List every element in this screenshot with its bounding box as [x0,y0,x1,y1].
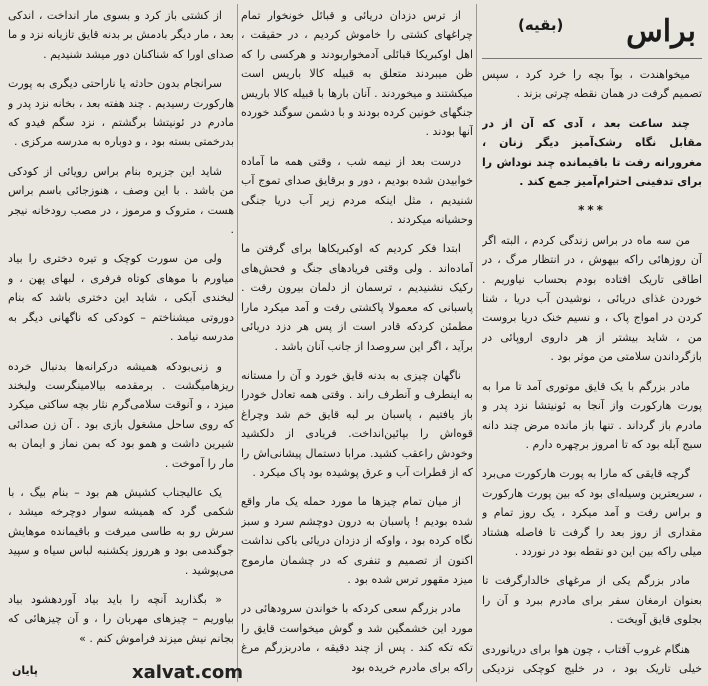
paragraph: شاید این جزیره بنام براس رویائی از کودکی من باشد . با این وصف ، هنوزجائی باسم براس هست ، متروک و مرموز ، در مصب رودخانه نیجر . [8,164,234,237]
section-divider: *** [578,203,606,218]
paragraph: و زنی‌بودکه همیشه درکرانه‌ها بدنبال خرده ریزهامیگشت . برمقدمه بیالامینگرست ولبخند میزد ، و آنوقت سلامی‌گرم نثار بچه ساکتی میکرد که روی ساحل مشغول بازی بود . آن زن صدائی شیرین داشت و همو بود که بمن نماز و ایمان به مار را آموخت . [8,359,234,470]
column-left [8,6,234,656]
paragraph: ناگهان چیزی به بدنه قایق خورد و آن را مستانه به اینطرف و آنطرف راند . وقتی همه تعادل خودرا باز یافتیم ، پاسبان بر لبه قایق خم شد وچراغ قوه‌اش را بپائین‌انداخت. فریادی از دلکشید وخودش راعقب کشید. مرابا دستمال پیشانی‌اش را که از قطرات آب و عرق پوشیده بود پاک میکرد . [241,368,473,479]
paragraph: از ترس دزدان دریائی و قبائل خونخوار تمام چراغهای کشتی را خاموش کردیم ، در حقیقت ، اهل اوکبریکا قبائلی آدمخواربودند و هرکسی را که ظن میبردند متعلق به قبیله کالا باریس است میکشتند و میخوردند . آنان بارها با قبیله کالا باریس جنگهای خونین کرده بودند و با دشمن سوگند خورده آنها بودند . [241,9,473,139]
paragraph: گرچه قایقی که مارا به پورت هارکورت می‌برد ، سریعترین وسیله‌ای بود که بین پورت هارکورت و براس رفت و آمد میکرد ، یک روز تمام و مقداری از روز بعد را گرفت تا فاصله هشتاد میلی راکه بین این دو نقطه بود در نوردد . [482,467,702,558]
article-subtitle: (بقیه) [518,16,564,34]
column-divider [237,4,238,682]
column-divider [476,4,477,682]
paragraph: از کشتی باز کرد و بسوی مار انداخت ، اندکی بعد ، مار دیگر بادمش بر بدنه قایق تازیانه نزد و ما صدای اورا که شناکنان دور میشد شنیدیم . [8,9,234,61]
paragraph: میخواهندت ، بوآ بچه را خرد کرد ، سپس تصمیم گرفت در همان نقطه چرتی بزند . [482,68,702,101]
column-middle [241,6,473,680]
paragraph: مادر بزرگم یکی از مرغهای خالدارگرفت تا بعنوان ارمغان سفر برای مادرم ببرد و آن را بجلوی قایق آویخت . [482,574,702,627]
paragraph: « بگذارید آنچه را باید بیاد آوردهشود بیاد بیاوریم – چیزهای مهربان را ، و آن چیزهائی که بجانم نیش میزند فراموش کنم . » [8,592,234,645]
paragraph: ابتدا فکر کردیم که اوکبریکاها برای گرفتن ما آماده‌اند . ولی وقتی فریادهای جنگ و فحش‌های رکیک نشنیدیم ، ترسمان از دلمان بیرون رفت . پاسبانی که معمولا پاکشتی رفت و آمد میکرد مارا مطمئن کردکه قادر است از پس هر دزد دریائی برآید ، اگر این سروصدا از جانب آنان باشد . [241,242,473,353]
paragraph: من سه ماه در براس زندگی کردم ، البته اگر آن روزهائی راکه بیهوش ، در انتظار مرگ ، در اطاقی تاریک افتاده بودم بحساب نیاوریم . خوردن غذای دریائی ، نوشیدن آب دریا ، شنا کردن در امواج پاک ، و نسیم خنک دریا بروست من ، شاید بیشتر از هر داروی اروپائی در بازگرداندن سلامتی من موثر بود . [482,233,702,364]
paragraph: هنگام غروب آفتاب ، چون هوا برای دریانوردی خیلی تاریک بود ، در خلیج کوچکی نزدیکی [482,642,702,675]
column-right [482,6,702,680]
paragraph: درست بعد از نیمه شب ، وقتی همه ما آماده خوابیدن شده بودیم ، دور و برقایق صدای تموج آب شنیدیم ، مثل اینکه مردم زیر آب دریا جنگی وحشیانه میکردند . [241,154,473,227]
paragraph: مادر بزرگم با یک قایق موتوری آمد تا مرا به پورت هارکورت واز آنجا به ئونیتشا نزد پدر و مادرم باز گرداند . تنها باز مانده مرض چند دانه سبج آبله بود که تا امروز برچهره دارم . [482,379,702,451]
article-title: براس [626,14,696,49]
watermark-text: xalvat.com [132,662,244,683]
paragraph: سرانجام بدون حادثه یا ناراحتی دیگری به پورت هارکورت رسیدیم . چند هفته بعد ، بخانه نزد پدر و مادرم در ئونیتشا برگشتم ، نزد سگم فیدو که بدرخمتی بسته بود ، و دوباره به مدرسه مرکزی . [8,77,234,149]
paragraph: ولی من سورت کوچک و تیره دختری را بیاد میاورم با موهای کوتاه فرفری ، لبهای پهن ، و لبخندی آبکی ، شاید این دختری باشد که بنام دوروتی میشناختم – کودکی که ناگهانی دیگر به مدرسه نیامد . [8,252,234,344]
end-label: پایان [12,664,38,677]
paragraph: چند ساعت بعد ، آدی که آن از در مقابل نگاه رشک‌آمیز دیگر زنان ، مغرورانه رفت تا باقیمانده چند نوداش را برای تدفینی احترام‌آمیز جمع کند . [482,116,702,189]
paragraph: یک عالیجناب کشیش هم بود – بنام بیگ ، با شکمی گرد که همیشه سوار دوچرخه میشد ، سرش رو به طاسی میرفت و باقیمانده موهایش جوگندمی بود و هرروز یکشنبه لباس سیاه و سپید می‌پوشید . [8,485,234,577]
paragraph: مادر بزرگم سعی کردکه با خواندن سرودهائی در مورد این خشمگین شد و گوش میخواست قایق را تکه تکه کند . پس از چند دقیقه ، مادربزرگم مرغ راکه برای مادرم خریده بود [241,602,473,674]
article-header [482,6,702,59]
paragraph: از میان تمام چیزها ما مورد حمله یک مار واقع شده بودیم ! پاسبان به درون دوچشم سرد و سبز نگاه کرده بود ، واوکه از دزدان دریائی باکی نداشت اکنون از تصمیم و تنفری که در چشمان مارموج میزد مقهور ترس شده بود . [241,495,473,586]
